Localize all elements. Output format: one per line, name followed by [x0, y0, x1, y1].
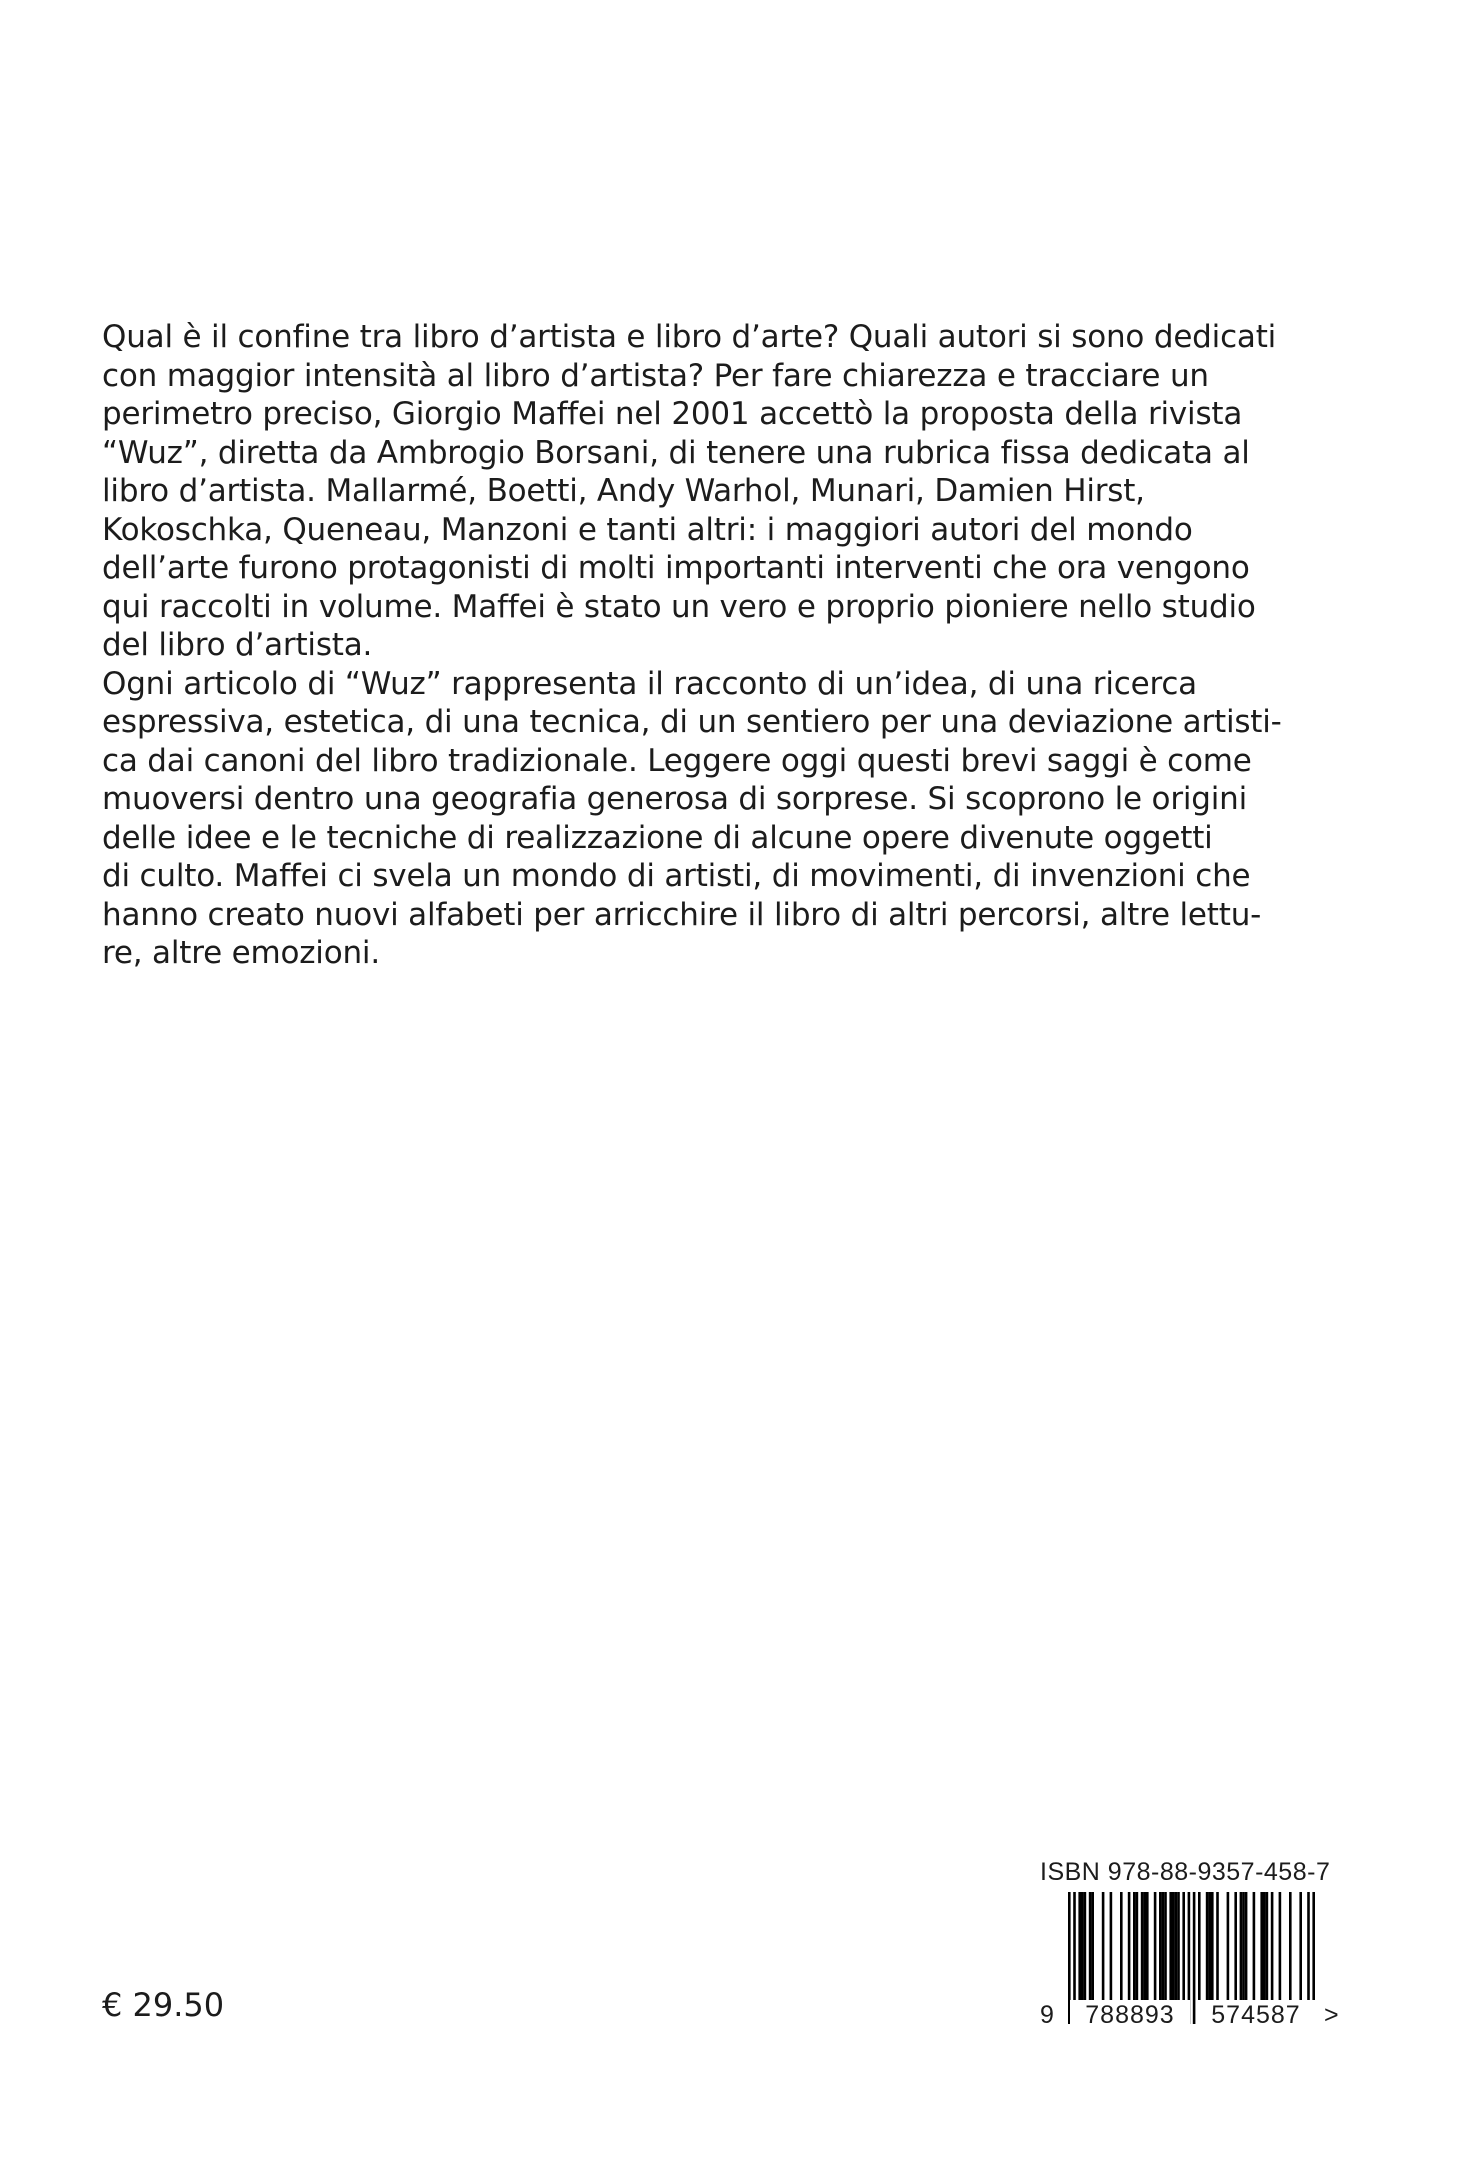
barcode-bar [1289, 1892, 1292, 2004]
barcode-bar [1234, 1892, 1237, 2004]
barcode-bar [1242, 1892, 1245, 2004]
barcode-bar [1208, 1892, 1211, 2004]
barcode-bar [1227, 1892, 1230, 2004]
barcode-group-left: 788893 [1070, 2000, 1190, 2030]
blurb-line: del libro d’artista. [102, 627, 373, 663]
blurb-line: hanno creato nuovi alfabeti per arricchire il libro di altri percorsi, altre lettu- [102, 896, 1262, 933]
barcode-bar [1120, 1892, 1123, 2004]
barcode-bar [1175, 1892, 1178, 2004]
blurb-line: ca dai canoni del libro tradizionale. Leggere oggi questi brevi saggi è come [102, 742, 1252, 779]
barcode-bar [1136, 1892, 1139, 2004]
barcode-bar [1146, 1892, 1149, 2004]
barcode-bar [1260, 1892, 1263, 2004]
barcode-end-mark: > [1324, 2001, 1339, 2029]
blurb-line: perimetro preciso, Giorgio Maffei nel 2001 accettò la proposta della rivista [102, 396, 1243, 432]
barcode-first-digit: 9 [1040, 2001, 1054, 2029]
barcode-bar [1216, 1892, 1219, 2004]
blurb-line: Kokoschka, Queneau, Manzoni e tanti altri: i maggiori autori del mondo [102, 511, 1193, 548]
barcode-bar [1141, 1892, 1144, 2004]
barcode-bar [1162, 1892, 1165, 2004]
barcode-bar [1110, 1892, 1113, 2004]
price: € 29.50 [102, 1986, 225, 2024]
barcode-bar [1081, 1892, 1084, 2004]
barcode-bar [1089, 1892, 1092, 2004]
barcode-bar [1266, 1892, 1269, 2004]
isbn-label: ISBN 978-88-9357-458-7 [1040, 1858, 1331, 1886]
barcode-digits [1040, 2000, 1340, 2030]
barcode-bar [1263, 1892, 1266, 2004]
barcode-bar [1172, 1892, 1175, 2004]
barcode-bar [1245, 1892, 1248, 2004]
blurb-line: re, altre emozioni. [102, 935, 381, 971]
barcode-bar [1271, 1892, 1274, 2004]
barcode-bar [1253, 1892, 1256, 2004]
barcode-bar [1143, 1892, 1146, 2004]
blurb-line: “Wuz”, diretta da Ambrogio Borsani, di tenere una rubrica fissa dedicata al [102, 434, 1250, 471]
barcode-bar [1211, 1892, 1214, 2004]
blurb-line: dell’arte furono protagonisti di molti importanti interventi che ora vengono [102, 550, 1250, 586]
blurb-line: muoversi dentro una geografia generosa di sorprese. Si scoprono le origini [102, 781, 1248, 817]
blurb-line: espressiva, estetica, di una tecnica, di un sentiero per una deviazione artisti- [102, 704, 1282, 740]
barcode-bar [1177, 1892, 1180, 2004]
barcode-bar [1154, 1892, 1157, 2004]
barcode-bar [1128, 1892, 1131, 2004]
blurb-line: con maggior intensità al libro d’artista? Per fare chiarezza e tracciare un [102, 357, 1209, 394]
barcode-bar [1279, 1892, 1282, 2004]
blurb-line: qui raccolti in volume. Maffei è stato un vero e proprio pioniere nello studio [102, 588, 1256, 625]
barcode-bar [1078, 1892, 1081, 2004]
barcode-bar [1159, 1892, 1162, 2004]
barcode-bar [1091, 1892, 1094, 2004]
barcode-group-right: 574587 [1196, 2000, 1316, 2030]
barcode-bar [1169, 1892, 1172, 2004]
blurb-line: di culto. Maffei ci svela un mondo di artisti, di movimenti, di invenzioni che [102, 858, 1251, 894]
barcode-bar [1164, 1892, 1167, 2004]
blurb-line: Ogni articolo di “Wuz” rappresenta il racconto di un’idea, di una ricerca [102, 665, 1197, 702]
barcode-bar [1102, 1892, 1105, 2004]
blurb-line: delle idee e le tecniche di realizzazione di alcune opere divenute oggetti [102, 819, 1213, 856]
barcode-bar [1299, 1892, 1302, 2004]
barcode-bar [1206, 1892, 1209, 2004]
barcode-bar [1198, 1892, 1201, 2004]
barcode-bar [1182, 1892, 1185, 2004]
barcode-bar [1240, 1892, 1243, 2004]
blurb-line: Qual è il confine tra libro d’artista e libro d’arte? Quali autori si sono dedicati [102, 319, 1277, 355]
blurb-line: libro d’artista. Mallarmé, Boetti, Andy Warhol, Munari, Damien Hirst, [102, 473, 1145, 509]
back-cover-blurb [102, 318, 1342, 973]
barcode-bar [1133, 1892, 1136, 2004]
barcode-bar [1084, 1892, 1087, 2004]
